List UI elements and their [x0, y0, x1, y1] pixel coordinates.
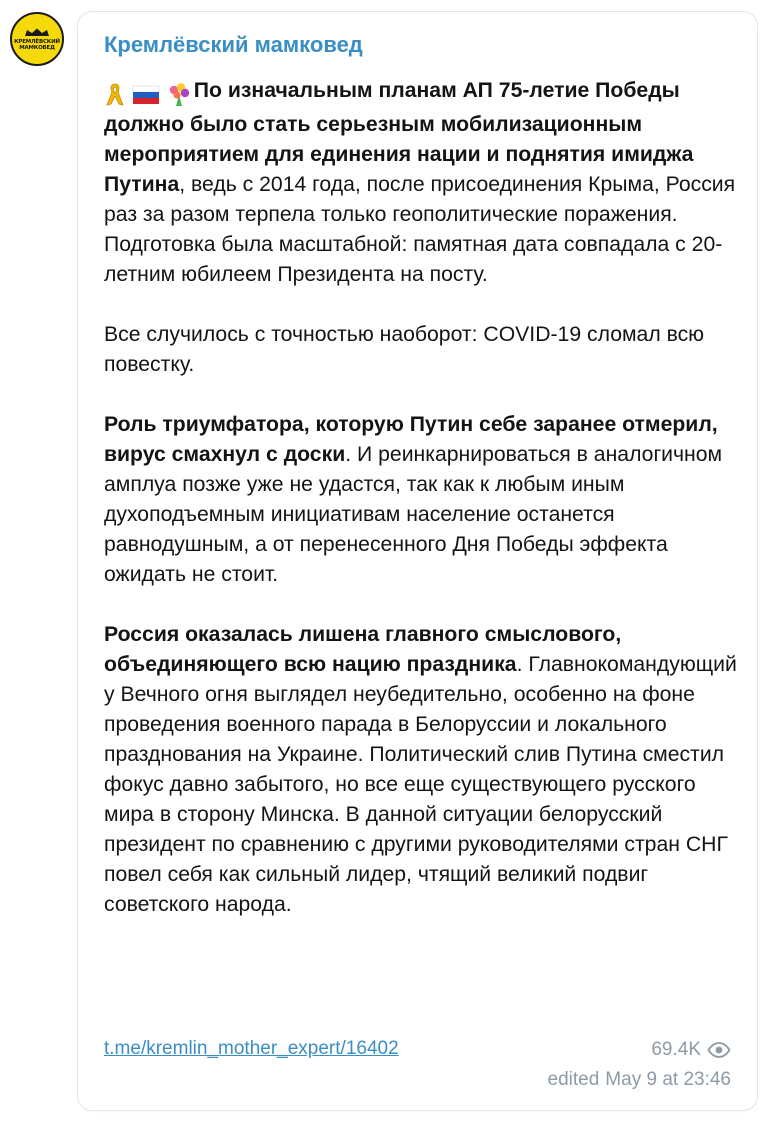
paragraph-3 [104, 410, 740, 590]
avatar-logo-bottom: МАМКОВЕД [19, 44, 55, 51]
avatar-logo-top: КРЕМЛЁВСКИЙ [14, 38, 60, 45]
paragraph-4-rest: . Главнокомандующий у Вечного огня выглядел неубедительно, особенно на фоне проведения военного парада в Белоруссии и локального празднования на Украине. Политический слив Путина сместил фокус давно забытого, но все еще существующего русского мира в сторону Минска. В данной ситуации белорусский президент по сравнению с другими руководителями стран СНГ повел себя как сильный лидер, чтящий великий подвиг советского народа. [104, 653, 737, 916]
paragraph-1-rest: , ведь с 2014 года, после присоединения Крыма, Россия раз за разом терпела только геополитические поражения. Подготовка была масштабной: памятная дата совпадала с 20-летним юбилеем Президента на посту. [104, 173, 736, 286]
view-count: 69.4K [651, 1039, 701, 1060]
message-bubble [78, 12, 757, 1110]
bouquet-icon [166, 82, 192, 108]
paragraph-4-bold: Россия оказалась лишена главного смыслового, объединяющего всю нацию праздника [104, 623, 622, 676]
crown-icon [24, 28, 50, 37]
edited-timestamp [548, 1068, 731, 1092]
paragraph-1 [104, 76, 740, 290]
paragraph-2: Все случилось с точностью наоборот: COVID-19 сломал всю повестку. [104, 323, 705, 376]
post-link[interactable]: t.me/kremlin_mother_expert/16402 [104, 1038, 399, 1059]
emoji-group [104, 80, 192, 110]
channel-avatar[interactable] [10, 12, 64, 66]
edited-label: edited [547, 1069, 600, 1090]
paragraph-4 [104, 620, 740, 920]
paragraph-1-bold: По изначальным планам АП 75-летие Победы должно было стать серьезным мобилизационным мероприятием для единения нации и поднятия имиджа Путина [104, 79, 694, 196]
russian-flag-icon [132, 84, 160, 106]
paragraph-3-rest: . И реинкарнироваться в аналогичном амплуа позже уже не удастся, так как к любым иным духоподъемным инициативам население останется равнодушным, а от перенесенного Дня Победы эффекта ожидать не стоит. [104, 443, 723, 586]
channel-name[interactable]: Кремлёвский мамковед [104, 32, 363, 57]
eye-icon [707, 1042, 731, 1058]
view-counter [651, 1038, 731, 1062]
paragraph-3-bold: Роль триумфатора, которую Путин себе заранее отмерил, вирус смахнул с доски [104, 413, 718, 466]
message-text [104, 76, 740, 920]
timestamp: May 9 at 23:46 [605, 1069, 731, 1090]
ribbon-icon [104, 82, 126, 108]
